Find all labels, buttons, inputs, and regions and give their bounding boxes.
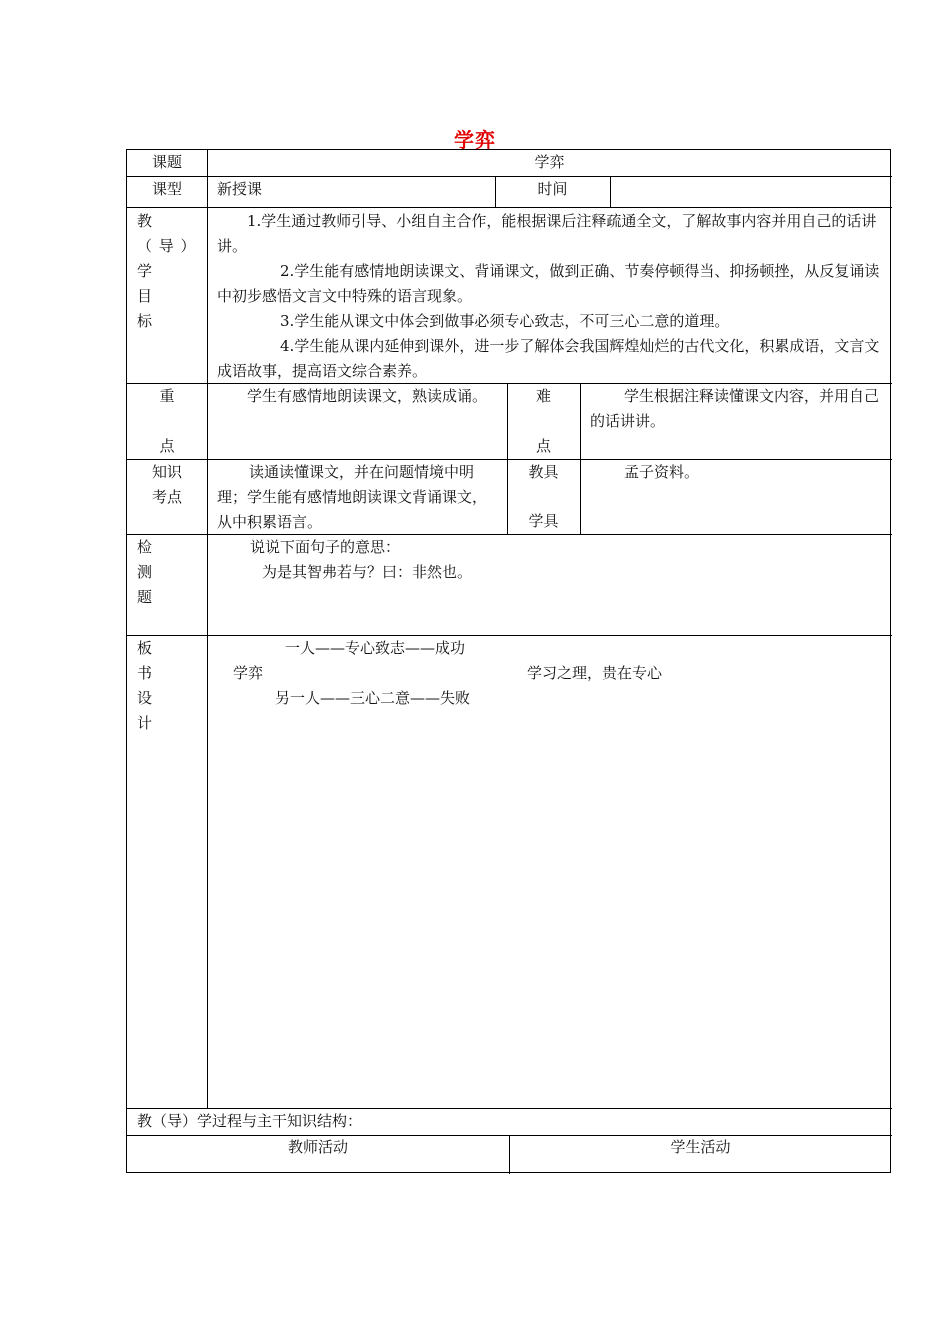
key-text: 学生有感情地朗读课文，熟读成诵。 — [247, 387, 488, 405]
document-title: 学弈 — [454, 128, 496, 152]
goal-item-3: 3.学生能从课文中体会到做事必须专心致志，不可三心二意的道理。 — [280, 312, 730, 330]
board-label-3: 设 — [137, 689, 153, 707]
column-divider — [207, 150, 208, 1108]
difficulty-text: 学生根据注释读懂课文内容，并用自己的话讲讲。 — [590, 387, 880, 430]
knowledge-label-2: 考点 — [151, 488, 182, 506]
test-line-1: 说说下面句子的意思： — [250, 538, 401, 556]
type-value: 新授课 — [217, 180, 263, 198]
tools-label-bottom: 学具 — [528, 512, 559, 530]
board-line-3: 另一人——三心二意——失败 — [275, 689, 471, 707]
goals-label-3: 学 — [137, 262, 153, 280]
goal-item-4: 4.学生能从课内延伸到课外，进一步了解体会我国辉煌灿烂的古代文化，积累成语，文言文成语故事，提高语文综合素养。 — [217, 337, 880, 380]
board-right: 学习之理，贵在专心 — [527, 664, 663, 682]
key-label-bottom: 点 — [159, 437, 175, 455]
board-label-2: 书 — [137, 664, 153, 682]
test-label-2: 测 — [137, 563, 153, 581]
goals-label-1: 教 — [137, 212, 153, 230]
test-label-3: 题 — [137, 588, 153, 606]
difficulty-label-bottom: 点 — [535, 437, 551, 455]
board-line-1: 一人——专心致志——成功 — [285, 639, 466, 657]
test-label-1: 检 — [137, 538, 153, 556]
column-divider — [580, 383, 581, 534]
row-divider — [127, 207, 892, 208]
goal-item-2: 2.学生能有感情地朗读课文、背诵课文，做到正确、节奏停顿得当、抑扬顿挫，从反复诵读中初步感悟文言文中特殊的语言现象。 — [217, 262, 880, 305]
topic-label: 课题 — [151, 153, 182, 171]
teacher-activity-header: 教师活动 — [287, 1138, 348, 1156]
test-line-2: 为是其智弗若与？曰：非然也。 — [262, 563, 473, 581]
goals-label-4: 目 — [137, 287, 153, 305]
goals-label-2: （ 导 ） — [137, 237, 197, 255]
row-divider — [127, 635, 892, 636]
topic-value: 学弈 — [534, 153, 565, 171]
goals-label-5: 标 — [137, 312, 153, 330]
difficulty-label-top: 难 — [535, 387, 551, 405]
type-label: 课型 — [151, 180, 182, 198]
time-label: 时间 — [537, 180, 568, 198]
tools-label-top: 教具 — [528, 463, 559, 481]
knowledge-text: 读通读懂课文，并在问题情境中明理；学生能有感情地朗读课文背诵课文，从中积累语言。 — [217, 463, 488, 531]
student-activity-header: 学生活动 — [670, 1138, 731, 1156]
board-label-4: 计 — [137, 714, 153, 732]
key-label-top: 重 — [159, 387, 175, 405]
knowledge-label-1: 知识 — [151, 463, 182, 481]
lesson-plan-table — [126, 149, 891, 1173]
column-divider — [610, 176, 611, 207]
tools-text: 孟子资料。 — [624, 463, 700, 481]
board-left: 学弈 — [233, 664, 264, 682]
goal-item-1: 1.学生通过教师引导、小组自主合作，能根据课后注释疏通全文，了解故事内容并用自己的话讲讲。 — [217, 212, 877, 255]
board-label-1: 板 — [137, 639, 153, 657]
process-label: 教（导）学过程与主干知识结构： — [137, 1112, 363, 1130]
